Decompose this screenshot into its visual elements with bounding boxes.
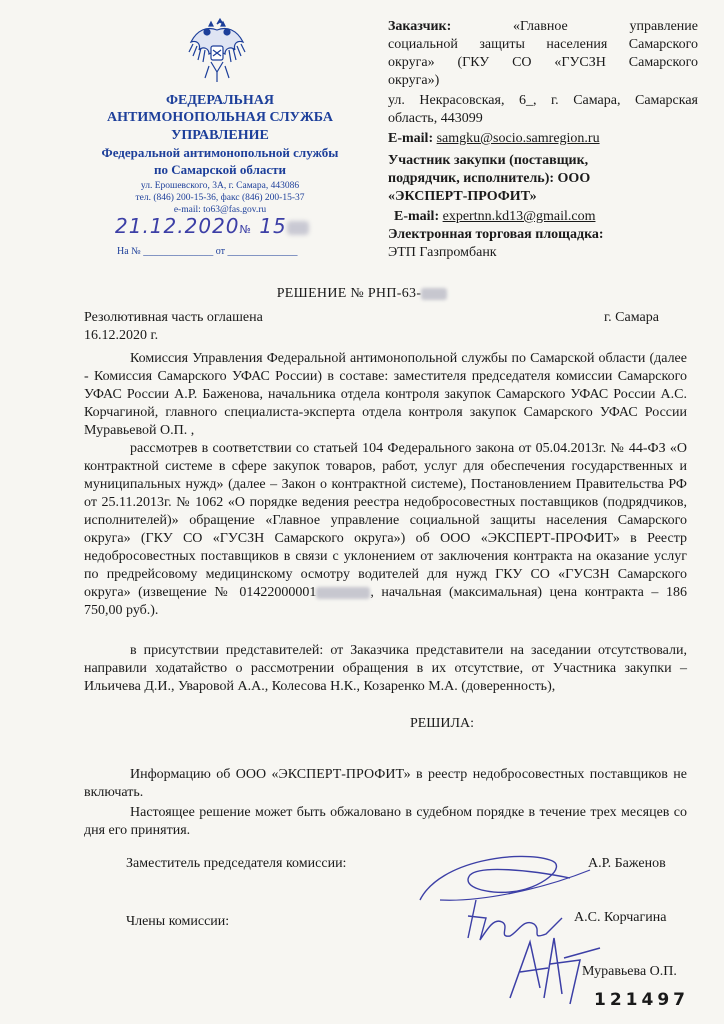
letterhead-org-line5: по Самарской области [153,162,287,177]
customer-address-line1: ул. Некрасовская, 6_, г. Самара, Самарская [388,93,698,108]
customer-address-line2: область, 443099 [388,111,483,126]
decided-label: РЕШИЛА: [409,716,475,731]
document-number: 121497 [594,990,689,1010]
decision-title-text: РЕШЕНИЕ № РНП-63- [276,286,422,301]
platform-name: ЭТП Газпромбанк [388,245,497,260]
letterhead-org-line1: ФЕДЕРАЛЬНАЯ [165,93,274,108]
participant-email-link[interactable]: expertnn.kd13@gmail.com [442,209,596,224]
paragraph-considered-end: , начальная (максимальная) цена контракта – 186 750,00 руб.). [84,585,687,618]
redacted-notice-number [316,587,370,599]
letterhead-org-line3: УПРАВЛЕНИЕ [171,128,269,143]
participant-block [388,152,698,262]
participant-line1: Участник закупки (поставщик, [388,153,589,168]
handwritten-number-prefix: № [239,223,252,236]
customer-name-line3: округа» (ГКУ СО «ГУСЗН Самарского [388,55,698,70]
customer-name-line2: социальной защиты населения Самарского [388,37,698,52]
decision-title [0,286,724,302]
customer-label: Заказчик: [388,19,452,34]
customer-name-line1: «Главное управление [513,19,699,34]
participant-line2: подрядчик, исполнитель): ООО [388,171,591,186]
participant-email-label: E-mail: [394,209,440,224]
paragraph-presence: в присутствии представителей: от Заказчика представители на заседании отсутствовали, направили ходатайство о рассмотрении обращения в их отсутствие, от Участника закупки – Ильичева Д.И., Уваровой А.А., Колесова Н.К., Козаренко М.А. (доверенность), [84,643,687,694]
deputy-name: А.Р. Баженов [588,856,666,871]
letterhead-address: ул. Ерошевского, 3А, г. Самара, 443086 [140,181,300,191]
paragraph-considered-text: рассмотрев в соответствии со статьей 104 Федерального закона от 05.04.2013г. № 44-ФЗ «О контрактной системе в сфере закупок товаров, работ, услуг для обеспечения государственных и муниципальных нужд» (далее – Закон о контрактной системе), Постановлением Правительства РФ от 25.11.2013г. № 1062 «О порядке ведения реестра недобросовестных поставщиков (подрядчиков, исполнителей)» обращение «Главное управление социальной защиты населения Самарского округа» (ГКУ СО «ГУСЗН Самарского округа») об ООО «ЭКСПЕРТ-ПРОФИТ» в Реестр недобросовестных поставщиков в связи с уклонением от заключения контракта на оказание услуг по предрейсовому медицинскому осмотру водителей для нужд ГКУ СО «ГУСЗН Самарского округа» (извещение № 01422000001 [84,441,687,600]
platform-label: Электронная торговая площадка: [388,227,604,242]
participant-line3: «ЭКСПЕРТ-ПРОФИТ» [388,189,537,204]
member1-name: А.С. Корчагина [574,910,667,925]
redacted-decision-number [421,288,447,300]
members-label: Члены комиссии: [126,914,230,929]
letterhead-phones: тел. (846) 200-15-36, факс (846) 200-15-37 [135,193,305,203]
customer-name-line4: округа») [388,73,440,88]
customer-email-link[interactable]: samgku@socio.samregion.ru [436,131,600,146]
reference-line: На № ______________ от ______________ [117,246,298,257]
coat-of-arms-icon [187,16,247,86]
letterhead-org-line2: АНТИМОНОПОЛЬНАЯ СЛУЖБА [107,110,333,125]
member2-name: Муравьева О.П. [582,964,677,979]
handwritten-number: 15 [259,214,287,238]
letterhead-email: e-mail: to63@fas.gov.ru [173,205,267,215]
letterhead-org-line4: Федеральной антимонопольной службы [101,145,339,160]
deputy-label: Заместитель председателя комиссии: [126,856,347,871]
handwritten-date [115,214,355,238]
redacted-number [287,221,309,235]
paragraph-commission: Комиссия Управления Федеральной антимонопольной службы по Самарской области (далее - Комиссия Самарского УФАС России) в составе: заместителя председателя комиссии Самарского УФАС России А.Р. Баженова, начальника отдела контроля закупок Самарского УФАС России А.С. Корчагиной, главного специалиста-эксперта отдела контроля закупок Самарского УФАС России Муравьевой О.П. , [84,351,687,438]
city-label: г. Самара [604,310,659,325]
paragraph-decision: Информацию об ООО «ЭКСПЕРТ-ПРОФИТ» в реестр недобросовестных поставщиков не включать. [84,767,687,800]
handwritten-date-value: 21.12.2020 [115,214,240,238]
customer-email-label: E-mail: [388,131,434,146]
paragraph-appeal: Настоящее решение может быть обжаловано в судебном порядке в течение трех месяцев со дня его принятия. [84,805,687,838]
announced-date: 16.12.2020 г. [84,328,159,343]
announced-label: Резолютивная часть оглашена [84,310,263,325]
customer-block [388,18,698,148]
paragraph-considered [84,440,687,620]
